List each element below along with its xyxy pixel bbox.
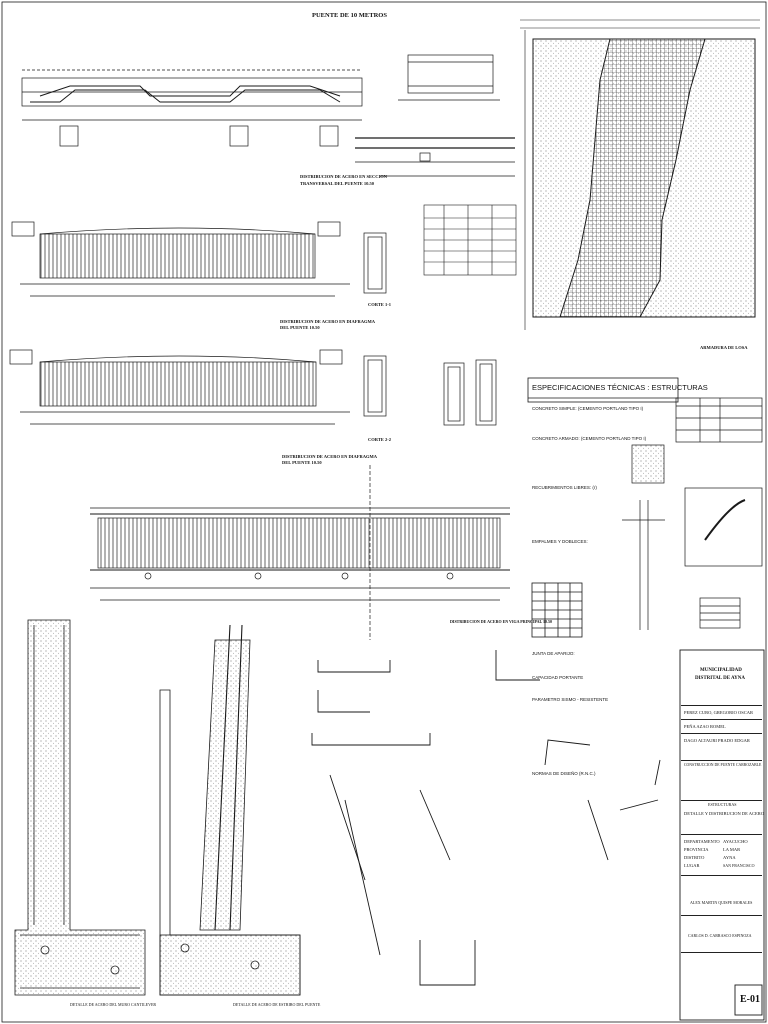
dibujante-name: CARLOS D. CARRASCO ESPINOZA <box>688 933 752 938</box>
spec-panel-frame <box>528 378 678 637</box>
spec-parametro: PARAMETRO SISMO - RESISTENTE <box>532 697 609 702</box>
corte-1-label: CORTE 1-1 <box>368 302 391 307</box>
entity-name-1: MUNICIPALIDAD <box>700 668 742 673</box>
main-beam-detail <box>90 465 510 640</box>
entity-name-2: DISTRITAL DE AYNA <box>695 676 746 681</box>
abutment-detail <box>160 625 300 995</box>
prov-value: LA MAR <box>723 847 741 852</box>
reinforcement-schedule-right <box>622 398 762 630</box>
spec-capacidad: CAPACIDAD PORTANTE <box>532 675 584 680</box>
tb-divider-8 <box>681 915 762 916</box>
caption-estribo: DETALLE DE ACERO DE ESTRIBO DEL PUENTE <box>233 1002 321 1007</box>
responsable-name: ALEX MARTIN QUISPE MORALES <box>690 900 753 905</box>
spec-normas: NORMAS DE DISEÑO (R.N.C.) <box>532 771 596 776</box>
tb-divider-9 <box>681 952 762 953</box>
caption-transversal-2: TRANSVERSAL DEL PUENTE 10.50 <box>300 181 375 186</box>
dist-value: AYNA <box>723 855 736 860</box>
cantilever-wall-detail <box>15 620 145 995</box>
caption-viga: DISTRIBUCION DE ACERO EN VIGA PRINCIPAL 10.50 <box>450 619 552 624</box>
dept-value: AYACUCHO <box>723 839 748 844</box>
dist-label: DISTRITO <box>684 855 705 860</box>
diaphragm-detail-2 <box>10 350 496 425</box>
sheet-code: E-01 <box>740 994 760 1005</box>
spec-concreto-armado: CONCRETO ARMADO: (CEMENTO PORTLAND TIPO I) <box>532 436 647 441</box>
spec-concreto-simple: CONCRETO SIMPLE: (CEMENTO PORTLAND TIPO I) <box>532 406 644 411</box>
lugar-label: LUGAR <box>684 863 700 868</box>
spec-header: ESPECIFICACIONES TÉCNICAS : ESTRUCTURAS <box>532 383 708 392</box>
caption-losa-1: DISTRIBUCION DE ACERO EN DIAFRAGMA <box>280 319 376 324</box>
tb-divider-4 <box>681 760 762 761</box>
tb-divider-7 <box>681 875 762 876</box>
caption-diafragma-2: DEL PUENTE 10.50 <box>282 460 322 465</box>
section-detail-top <box>355 55 515 176</box>
reviewer-name: PEÑA AZAO ROMEL <box>684 724 726 729</box>
spec-recubrimientos: RECUBRIMIENTOS LIBRES: (r) <box>532 485 597 490</box>
lugar-value: SAN FRANCISCO <box>723 863 755 868</box>
longitudinal-slab-detail <box>22 70 362 146</box>
corte-2-label: CORTE 2-2 <box>368 437 391 442</box>
armadura-losa-label: ARMADURA DE LOSA <box>700 345 748 350</box>
tb-divider-3 <box>681 733 762 734</box>
sheet-title: PUENTE DE 10 METROS <box>312 12 387 19</box>
bar-schedule-table <box>424 205 516 275</box>
tb-divider-6 <box>681 834 762 835</box>
caption-transversal-1: DISTRIBUCION DE ACERO EN SECCION <box>300 174 388 179</box>
tb-divider-5 <box>681 800 762 801</box>
plan-name: DETALLE Y DISTRIBUCION DE ACERO <box>684 811 765 816</box>
diaphragm-detail-1 <box>12 222 386 296</box>
tb-divider-2 <box>681 719 762 720</box>
caption-diafragma-1: DISTRIBUCION DE ACERO EN DIAFRAGMA <box>282 454 378 459</box>
slab-reinforcement-plan <box>520 20 760 330</box>
dept-label: DEPARTAMENTO <box>684 839 720 844</box>
prov-label: PROVINCIA <box>684 847 709 852</box>
tb-divider-1 <box>681 705 762 706</box>
caption-muro: DETALLE DE ACERO DEL MURO CANTILEVER <box>70 1002 157 1007</box>
spec-empalmes: EMPALMES Y DOBLECES: <box>532 539 588 544</box>
approver-name: DAGO ALTAURI PRADO EDGAR <box>684 738 750 743</box>
designer-name: PEREZ CURO, GREGORIO OSCAR <box>684 710 754 715</box>
specialty: ESTRUCTURAS <box>708 802 737 807</box>
project-name: CONSTRUCCION DE PUENTE CARROZABLE <box>684 763 762 767</box>
spec-junta: JUNTA DE APARIJO: <box>532 651 575 656</box>
caption-losa-2: DEL PUENTE 10.50 <box>280 325 320 330</box>
